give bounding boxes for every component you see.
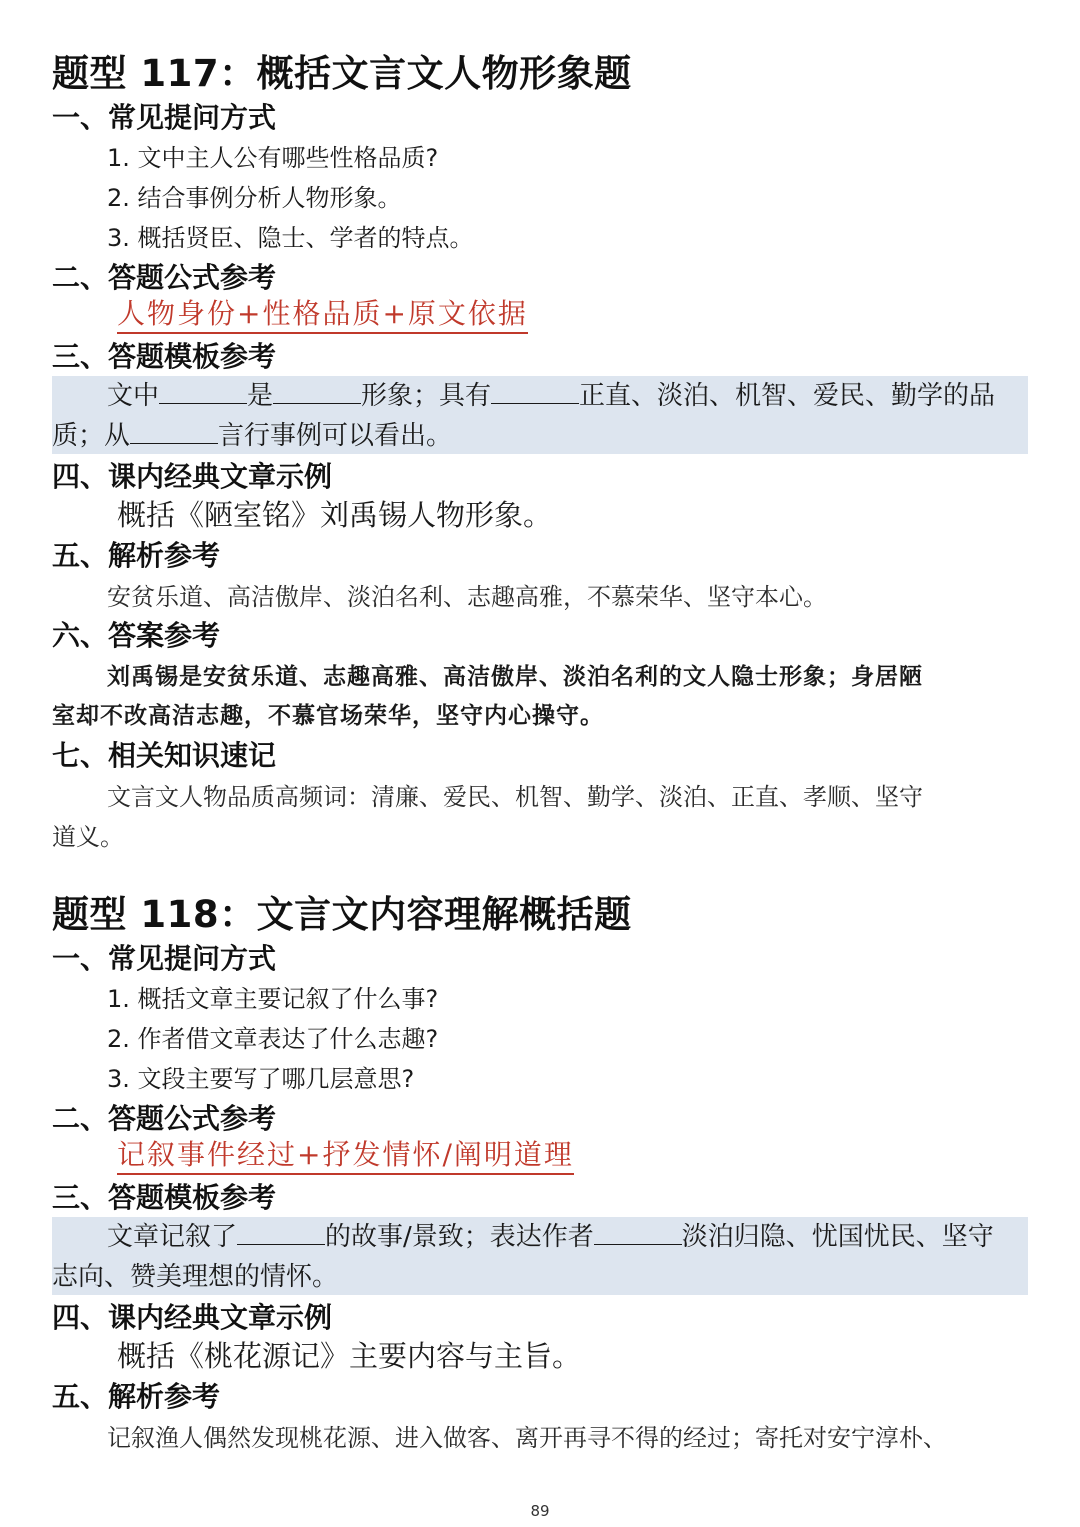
fill-blank: [130, 419, 218, 444]
section-118-template-box: [52, 1217, 1028, 1295]
section-117-title: 题型 117：概括文言文人物形象题: [52, 52, 632, 95]
template-text: 文章记叙了: [107, 1222, 238, 1252]
fill-blank: [491, 379, 579, 404]
section-117-question-1: 1. 文中主人公有哪些性格品质?: [107, 144, 439, 172]
template-text: 是: [247, 381, 274, 411]
section-118-heading-example: 四、课内经典文章示例: [52, 1301, 333, 1334]
section-117-template-line-2: [52, 418, 452, 454]
template-text: 的故事/景致；表达作者: [325, 1222, 594, 1252]
section-117-analysis: 安贫乐道、高洁傲岸、淡泊名利、志趣高雅，不慕荣华、坚守本心。: [107, 583, 827, 611]
template-text: 正直、淡泊、机智、爱民、勤学的品: [579, 381, 996, 411]
section-117-formula: 人物身份+性格品质+原文依据: [117, 296, 528, 334]
section-118-template-line-2: 志向、赞美理想的情怀。: [52, 1262, 339, 1292]
section-117-heading-answer: 六、答案参考: [52, 619, 221, 652]
section-117-template-box: [52, 376, 1028, 454]
fill-blank: [594, 1220, 682, 1245]
section-117-heading-questions: 一、常见提问方式: [52, 101, 277, 134]
section-118-template-line-1: [107, 1219, 994, 1255]
section-118-question-1: 1. 概括文章主要记叙了什么事?: [107, 985, 439, 1013]
section-117-heading-formula: 二、答题公式参考: [52, 261, 277, 294]
section-117-template-line-1: [107, 378, 995, 414]
section-118-example: 概括《桃花源记》主要内容与主旨。: [117, 1339, 582, 1373]
section-118-question-2: 2. 作者借文章表达了什么志趣?: [107, 1025, 439, 1053]
fill-blank: [159, 379, 247, 404]
page-number: 89: [530, 1502, 550, 1520]
fill-blank: [237, 1220, 325, 1245]
section-117-knowledge-line-2: 道义。: [52, 823, 124, 851]
section-117-question-2: 2. 结合事例分析人物形象。: [107, 184, 402, 212]
section-117-question-3: 3. 概括贤臣、隐士、学者的特点。: [107, 224, 474, 252]
template-text: 文中: [107, 381, 160, 411]
section-117-example: 概括《陋室铭》刘禹锡人物形象。: [117, 498, 553, 532]
template-text: 形象；具有: [361, 381, 492, 411]
section-118-heading-analysis: 五、解析参考: [52, 1380, 221, 1413]
section-118-formula: 记叙事件经过+抒发情怀/阐明道理: [117, 1137, 574, 1175]
section-118-title: 题型 118：文言文内容理解概括题: [52, 893, 632, 936]
section-117-heading-example: 四、课内经典文章示例: [52, 460, 333, 493]
template-text: 言行事例可以看出。: [218, 421, 453, 451]
section-118-heading-formula: 二、答题公式参考: [52, 1102, 277, 1135]
section-117-knowledge-line-1: 文言文人物品质高频词：清廉、爱民、机智、勤学、淡泊、正直、孝顺、坚守: [107, 783, 923, 811]
template-text: 质；从: [52, 421, 131, 451]
section-117-heading-template: 三、答题模板参考: [52, 340, 277, 373]
section-118-heading-template: 三、答题模板参考: [52, 1181, 277, 1214]
section-117-heading-analysis: 五、解析参考: [52, 539, 221, 572]
section-117-heading-knowledge: 七、相关知识速记: [52, 739, 277, 772]
section-117-answer-line-1: 刘禹锡是安贫乐道、志趣高雅、高洁傲岸、淡泊名利的文人隐士形象；身居陋: [107, 663, 923, 690]
template-text: 淡泊归隐、忧国忧民、坚守: [681, 1222, 994, 1252]
section-118-analysis: 记叙渔人偶然发现桃花源、进入做客、离开再寻不得的经过；寄托对安宁淳朴、: [107, 1424, 947, 1452]
section-118-heading-questions: 一、常见提问方式: [52, 942, 277, 975]
fill-blank: [273, 379, 361, 404]
section-118-question-3: 3. 文段主要写了哪几层意思?: [107, 1065, 415, 1093]
section-117-answer-line-2: 室却不改高洁志趣，不慕官场荣华，坚守内心操守。: [52, 702, 604, 729]
